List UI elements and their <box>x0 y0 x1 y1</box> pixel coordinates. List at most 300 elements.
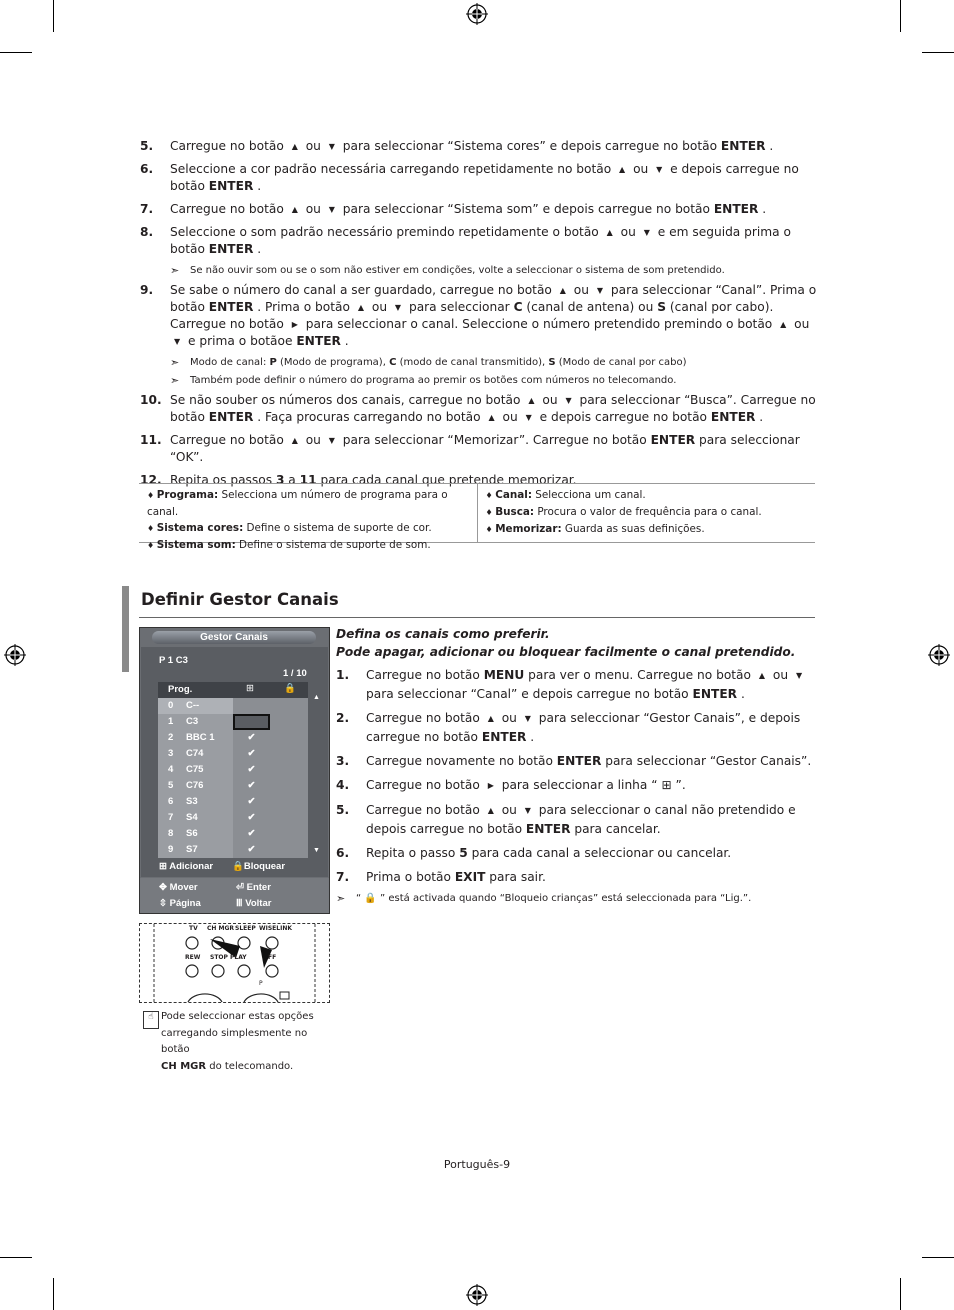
info-text: Procura o valor de frequência para o canal. <box>534 506 762 518</box>
text-run: para seleccionar “OK”. <box>170 433 800 464</box>
step-text <box>366 666 816 703</box>
bold-text: EXIT <box>454 870 486 884</box>
note-text <box>190 356 687 370</box>
arrow-up-icon: ▲ <box>559 286 566 295</box>
tv-lock-cell <box>270 730 308 746</box>
arrow-right-icon: ▶ <box>291 320 298 329</box>
step-text <box>170 201 820 218</box>
tv-current-channel: P 1 C3 <box>159 655 188 666</box>
remote-label-stop: STOP <box>210 954 228 961</box>
text-run: ou <box>497 803 521 817</box>
step-note <box>170 356 820 370</box>
text-run: para seleccionar “Sistema som” e depois carregue no botão <box>338 202 714 216</box>
tv-channel-number: 2 <box>168 732 174 743</box>
text-run: Carregue no botão <box>170 139 288 153</box>
tv-channel-name: C76 <box>186 780 204 791</box>
step-text <box>366 752 816 770</box>
check-icon: ✔ <box>233 778 270 794</box>
arrow-down-icon: ▼ <box>795 671 803 680</box>
remote-label-p: P <box>259 980 263 987</box>
text-run: . <box>340 334 349 348</box>
bullet-icon: ♦ <box>485 491 496 500</box>
bold-text: ENTER <box>556 754 602 768</box>
text-run: ou <box>367 300 391 314</box>
step-text <box>366 868 816 886</box>
text-run: Repita o passo <box>366 846 460 860</box>
info-left-column <box>139 484 477 551</box>
hand-tip-icon: ☝ <box>143 1011 159 1029</box>
crop-mark <box>0 52 32 53</box>
add-icon: ⊞ <box>661 778 672 792</box>
step-number: 7. <box>336 870 350 884</box>
tv-channel-row <box>158 810 308 826</box>
registration-mark-icon <box>466 3 488 25</box>
bullet-icon: ♦ <box>147 491 157 500</box>
tv-channel-table <box>158 698 308 858</box>
arrow-up-icon: ▲ <box>606 228 613 237</box>
text-run: para seleccionar “Sistema cores” e depois carregue no botão <box>338 139 721 153</box>
arrow-down-icon: ▼ <box>643 228 650 237</box>
text-run: (modo de canal transmitido), <box>396 357 549 368</box>
step-text <box>170 432 820 466</box>
arrow-down-icon: ▼ <box>328 436 335 445</box>
step-number: 9. <box>140 283 154 297</box>
tv-lock-cell <box>270 746 308 762</box>
text-run: Carregue no botão <box>366 778 484 792</box>
text-run: Carregue no botão <box>170 202 288 216</box>
tv-channel-number: 0 <box>168 700 174 711</box>
text-run: Repita os passos <box>170 473 276 487</box>
bold-text: ENTER <box>713 202 759 216</box>
info-text: Selecciona um canal. <box>531 489 646 501</box>
text-run: Seleccione a cor padrão necessária carregando repetidamente no botão <box>170 162 616 176</box>
remote-illustration <box>139 923 330 1003</box>
tv-channel-cell <box>158 730 233 746</box>
intro-line-1: Defina os canais como preferir. <box>336 627 550 641</box>
check-icon: ✔ <box>233 794 270 810</box>
remote-drawing-icon <box>140 924 329 1002</box>
tv-add-cell <box>233 698 270 714</box>
step-text <box>170 392 820 426</box>
tv-channel-row <box>158 842 308 858</box>
tv-channel-number: 9 <box>168 844 174 855</box>
step-text <box>170 138 820 155</box>
arrow-up-icon: ▲ <box>528 396 535 405</box>
text-run: ou <box>538 393 562 407</box>
tv-lock-cell <box>270 794 308 810</box>
arrow-up-icon: ▲ <box>758 671 766 680</box>
text-run: Também pode definir o número do programa ao premir os botões com números no telecomando. <box>190 375 677 386</box>
tv-channel-row <box>158 826 308 842</box>
bold-text: 3 <box>275 473 285 487</box>
arrow-down-icon: ▼ <box>328 142 335 151</box>
text-run: ou <box>616 225 640 239</box>
tv-legend-add: ⊞ Adicionar <box>159 861 214 872</box>
step-item <box>140 392 820 426</box>
step-item <box>140 161 820 195</box>
arrow-down-icon: ▼ <box>524 806 531 815</box>
info-text: Selecciona um número de programa para o canal. <box>147 489 448 518</box>
arrow-down-icon: ▼ <box>394 303 402 312</box>
note-text <box>190 374 676 388</box>
tv-channel-cell <box>158 810 233 826</box>
remote-label-chmgr: CH MGR <box>207 925 235 932</box>
section-bar-gap <box>129 586 133 672</box>
section-rule <box>139 617 815 618</box>
tv-channel-name: C3 <box>186 716 199 727</box>
note-text: “ 🔒 ” está activada quando “Bloqueio crianças” está seleccionada para “Lig.”. <box>356 893 752 904</box>
step-number: 12. <box>140 473 162 487</box>
step-number: 2. <box>336 711 350 725</box>
tv-channel-name: S7 <box>186 844 198 855</box>
tv-menu-title: Gestor Canais <box>152 631 316 644</box>
step-text <box>366 801 816 838</box>
tv-lock-cell <box>270 810 308 826</box>
step-number: 4. <box>336 778 350 792</box>
bullet-icon: ♦ <box>147 541 157 550</box>
tv-channel-number: 7 <box>168 812 174 823</box>
bullet-icon: ♦ <box>485 508 496 517</box>
registration-mark-icon <box>4 644 26 666</box>
tv-channel-number: 6 <box>168 796 174 807</box>
text-run: para seleccionar <box>405 300 514 314</box>
step-number: 7. <box>140 202 154 216</box>
step-number: 5. <box>140 139 154 153</box>
text-run: e prima o botãoe <box>184 334 297 348</box>
tv-channel-name: C75 <box>186 764 204 775</box>
arrow-down-icon: ▼ <box>174 337 181 346</box>
tv-channel-row <box>158 794 308 810</box>
registration-mark-icon <box>466 1284 488 1306</box>
registration-mark-icon <box>928 644 950 666</box>
text-run: para cada canal que pretende memorizar. <box>316 473 577 487</box>
bold-text: ENTER <box>208 242 254 256</box>
arrow-down-icon: ▼ <box>525 413 532 422</box>
arrow-up-icon: ▲ <box>291 142 298 151</box>
text-run: Seleccione o som padrão necessário premindo repetidamente o botão <box>170 225 603 239</box>
check-icon: ✔ <box>233 730 270 746</box>
tv-channel-number: 3 <box>168 748 174 759</box>
tv-channel-number: 8 <box>168 828 174 839</box>
text-run: ou <box>497 711 521 725</box>
info-label: Sistema cores: <box>156 522 244 534</box>
arrow-right-icon: ▶ <box>487 781 494 790</box>
tv-col-prog: Prog. <box>168 684 193 695</box>
bold-text: ENTER <box>710 410 756 424</box>
arrow-up-icon: ▲ <box>357 303 364 312</box>
tv-nav-back: Ⅲ Voltar <box>236 898 272 909</box>
text-run: ou <box>629 162 653 176</box>
arrow-up-icon: ▲ <box>291 436 298 445</box>
section-note <box>336 892 816 906</box>
step-note <box>170 264 820 278</box>
text-run: para seleccionar “Gestor Canais”. <box>601 754 812 768</box>
check-icon: ✔ <box>233 746 270 762</box>
info-label: Canal: <box>495 489 532 501</box>
step-number: 6. <box>140 162 154 176</box>
step-item <box>336 801 816 838</box>
bullet-icon: ♦ <box>147 524 157 533</box>
text-run: para seleccionar a linha “ <box>497 778 662 792</box>
text-run: para cancelar. <box>570 822 661 836</box>
tv-lock-cell <box>270 762 308 778</box>
tv-lock-cell <box>270 842 308 858</box>
tv-channel-row <box>158 778 308 794</box>
bold-text: 11 <box>299 473 317 487</box>
crop-mark <box>53 1278 54 1310</box>
crop-mark <box>922 1257 954 1258</box>
crop-mark <box>900 1278 901 1310</box>
tv-table-header <box>158 682 308 698</box>
crop-mark <box>0 1257 32 1258</box>
step-number: 3. <box>336 754 350 768</box>
text-run: para seleccionar “Memorizar”. Carregue no botão <box>338 433 651 447</box>
remote-label-rew: REW <box>185 954 201 961</box>
text-run: ou <box>301 139 325 153</box>
info-label: Programa: <box>156 489 219 501</box>
tv-channel-number: 5 <box>168 780 174 791</box>
text-run: . <box>737 687 745 701</box>
tv-channel-cell <box>158 714 233 730</box>
check-icon: ✔ <box>233 810 270 826</box>
info-item <box>486 521 808 538</box>
bold-text: C <box>513 300 523 314</box>
bold-text: ENTER <box>296 334 341 348</box>
step-text <box>366 844 816 862</box>
bold-text: ENTER <box>481 730 527 744</box>
bold-text: ENTER <box>720 139 766 153</box>
text-run: Se não ouvir som ou se o som não estiver em condições, volte a seleccionar o sistema de som pretendido. <box>190 265 725 276</box>
add-icon: ⊞ <box>246 683 254 694</box>
arrow-down-icon: ▼ <box>596 286 604 295</box>
tv-channel-name: C74 <box>186 748 204 759</box>
step-item <box>336 752 816 770</box>
text-run: Carregue no botão <box>366 711 484 725</box>
bold-text: 5 <box>459 846 468 860</box>
tv-channel-cell <box>158 778 233 794</box>
step-number: 1. <box>336 668 350 682</box>
step-item <box>140 201 820 218</box>
step-note <box>170 374 820 388</box>
tv-page-indicator: 1 / 10 <box>283 668 307 679</box>
step-item <box>336 844 816 862</box>
arrow-up-icon: ▲ <box>619 165 626 174</box>
tv-lock-cell <box>270 778 308 794</box>
text-run: para seleccionar o canal não pretendido e depois carregue no botão <box>366 803 796 836</box>
scroll-up-icon: ▲ <box>313 694 320 701</box>
text-run: a <box>284 473 300 487</box>
section-title: Definir Gestor Canais <box>141 590 339 609</box>
step-item <box>140 432 820 466</box>
tv-channel-cell <box>158 762 233 778</box>
text-run: . <box>755 410 764 424</box>
text-run: Carregue no botão <box>170 433 288 447</box>
bold-text: ENTER <box>525 822 571 836</box>
step-text <box>366 776 816 795</box>
text-run: Prima o botão <box>366 870 455 884</box>
bold-text: ENTER <box>692 687 738 701</box>
info-box <box>139 483 815 551</box>
text-run: ou <box>769 668 792 682</box>
step-item <box>336 709 816 746</box>
text-run: . <box>253 179 262 193</box>
text-run: Carregue no botão <box>366 668 484 682</box>
text-run: e depois carregue no botão <box>535 410 711 424</box>
step-text <box>170 224 820 258</box>
text-run: (canal de antena) ou <box>522 300 658 314</box>
info-item <box>486 487 808 504</box>
text-run: Carregue no botão <box>366 803 484 817</box>
tv-channel-row <box>158 746 308 762</box>
text-run: ”. <box>671 778 686 792</box>
scroll-down-icon: ▼ <box>313 847 320 854</box>
arrow-up-icon: ▲ <box>487 714 494 723</box>
tv-channel-name: C-- <box>186 700 200 711</box>
arrow-down-icon: ▼ <box>565 396 572 405</box>
tv-menu-screenshot <box>139 627 330 914</box>
step-number: 10. <box>140 393 162 407</box>
info-item <box>147 487 469 520</box>
tv-channel-row <box>158 730 308 746</box>
section-intro <box>336 625 816 661</box>
text-run: e depois carregue no botão <box>170 162 799 193</box>
text-run: para ver o menu. Carregue no botão <box>524 668 755 682</box>
step-item <box>140 138 820 155</box>
text-run: para seleccionar “Gestor Canais”, e depois carregue no botão <box>366 711 801 744</box>
check-icon: ✔ <box>233 826 270 842</box>
info-item <box>147 537 469 554</box>
bold-text: MENU <box>483 668 525 682</box>
remote-label-tv: TV <box>189 925 198 932</box>
tv-nav-enter: ⏎ Enter <box>236 882 271 893</box>
info-right-column <box>477 484 816 542</box>
tv-channel-cell <box>158 794 233 810</box>
tv-channel-row <box>158 714 308 730</box>
step-item <box>140 224 820 258</box>
info-item <box>147 520 469 537</box>
step-number: 6. <box>336 846 350 860</box>
tv-lock-cell <box>270 826 308 842</box>
text-run: . Faça procuras carregando no botão <box>253 410 485 424</box>
tv-legend-lock: 🔒Bloquear <box>232 861 286 872</box>
info-item <box>486 504 808 521</box>
info-label: Sistema som: <box>156 539 236 551</box>
remote-label-sleep: SLEEP <box>235 925 256 932</box>
arrow-down-icon: ▼ <box>328 205 335 214</box>
tv-nav-move: ✥ Mover <box>159 882 198 893</box>
bold-text: C <box>389 357 397 368</box>
step-item <box>336 776 816 795</box>
info-label: Memorizar: <box>495 523 562 535</box>
page-footer: Português-9 <box>443 1158 511 1171</box>
step-item <box>336 666 816 703</box>
bold-text: P <box>269 357 277 368</box>
text-run: . <box>526 730 535 744</box>
tv-channel-name: BBC 1 <box>186 732 215 743</box>
step-number: 5. <box>336 803 350 817</box>
lock-icon: 🔒 <box>284 683 296 694</box>
note-arrow-icon: ➣ <box>170 264 180 277</box>
arrow-up-icon: ▲ <box>487 806 494 815</box>
intro-line-2: Pode apagar, adicionar ou bloquear facilmente o canal pretendido. <box>336 645 796 659</box>
arrow-up-icon: ▲ <box>780 320 787 329</box>
tv-channel-row <box>158 698 308 714</box>
tv-channel-number: 4 <box>168 764 174 775</box>
text-run: para sair. <box>485 870 546 884</box>
info-text: Define o sistema de suporte de som. <box>235 539 431 551</box>
text-run: . <box>758 202 767 216</box>
text-run: para seleccionar “Canal”. Prima o botão <box>170 283 817 314</box>
step-number: 8. <box>140 225 154 239</box>
remote-label-wiselink: WISELINK <box>259 925 292 932</box>
text-run: ou <box>498 410 522 424</box>
tv-channel-cell <box>158 746 233 762</box>
tv-nav-bar <box>140 878 329 913</box>
text-run: Se sabe o número do canal a ser guardado, carregue no botão <box>170 283 556 297</box>
tv-channel-number: 1 <box>168 716 174 727</box>
tv-channel-row <box>158 762 308 778</box>
text-run: . Prima o botão <box>253 300 354 314</box>
step-text <box>170 282 820 350</box>
bold-text: ENTER <box>208 410 254 424</box>
info-label: Busca: <box>495 506 535 518</box>
text-run: ou <box>301 433 325 447</box>
text-run: ou <box>790 317 810 331</box>
crop-mark <box>53 0 54 32</box>
text-run: para seleccionar o canal. Seleccione o número pretendido premindo o botão <box>301 317 777 331</box>
text-run: para cada canal a seleccionar ou cancelar. <box>467 846 732 860</box>
text-run: para seleccionar “Canal” e depois carregue no botão <box>366 687 693 701</box>
text-run: Carregue novamente no botão <box>366 754 557 768</box>
note-arrow-icon: ➣ <box>336 892 346 905</box>
text-run: (Modo de canal por cabo) <box>555 357 687 368</box>
text-run: (canal por cabo). Carregue no botão <box>170 300 774 331</box>
check-icon: ✔ <box>233 762 270 778</box>
tv-channel-name: S4 <box>186 812 198 823</box>
text-run: ou <box>569 283 593 297</box>
check-icon: ✔ <box>233 842 270 858</box>
text-run: . <box>253 242 262 256</box>
note-arrow-icon: ➣ <box>170 374 180 387</box>
bold-text: S <box>548 357 556 368</box>
tv-channel-name: S6 <box>186 828 198 839</box>
arrow-down-icon: ▼ <box>524 714 531 723</box>
note-text <box>190 264 725 278</box>
tv-channel-name: S3 <box>186 796 198 807</box>
bold-text: S <box>657 300 667 314</box>
bullet-icon: ♦ <box>485 525 496 534</box>
note-arrow-icon: ➣ <box>170 356 180 369</box>
arrow-up-icon: ▲ <box>291 205 298 214</box>
remote-label-ff: FF <box>268 954 277 961</box>
remote-tip: Pode seleccionar estas opções carregando simplesmente no botão CH MGR do telecomando. <box>161 1011 314 1072</box>
text-run: Se não souber os números dos canais, carregue no botão <box>170 393 525 407</box>
tv-channel-cell <box>158 842 233 858</box>
step-item <box>336 868 816 886</box>
crop-mark <box>922 52 954 53</box>
steps-section-list <box>336 666 816 906</box>
steps-top-list <box>140 138 820 495</box>
text-run: (Modo de programa), <box>276 357 390 368</box>
tv-nav-page: ⇳ Página <box>159 898 201 909</box>
remote-label-play: PLAY <box>230 954 247 961</box>
arrow-down-icon: ▼ <box>656 165 663 174</box>
bold-text: ENTER <box>650 433 696 447</box>
step-item <box>140 282 820 350</box>
tv-add-cell <box>233 714 270 730</box>
bold-text: ENTER <box>208 300 254 314</box>
tv-channel-cell <box>158 698 233 714</box>
